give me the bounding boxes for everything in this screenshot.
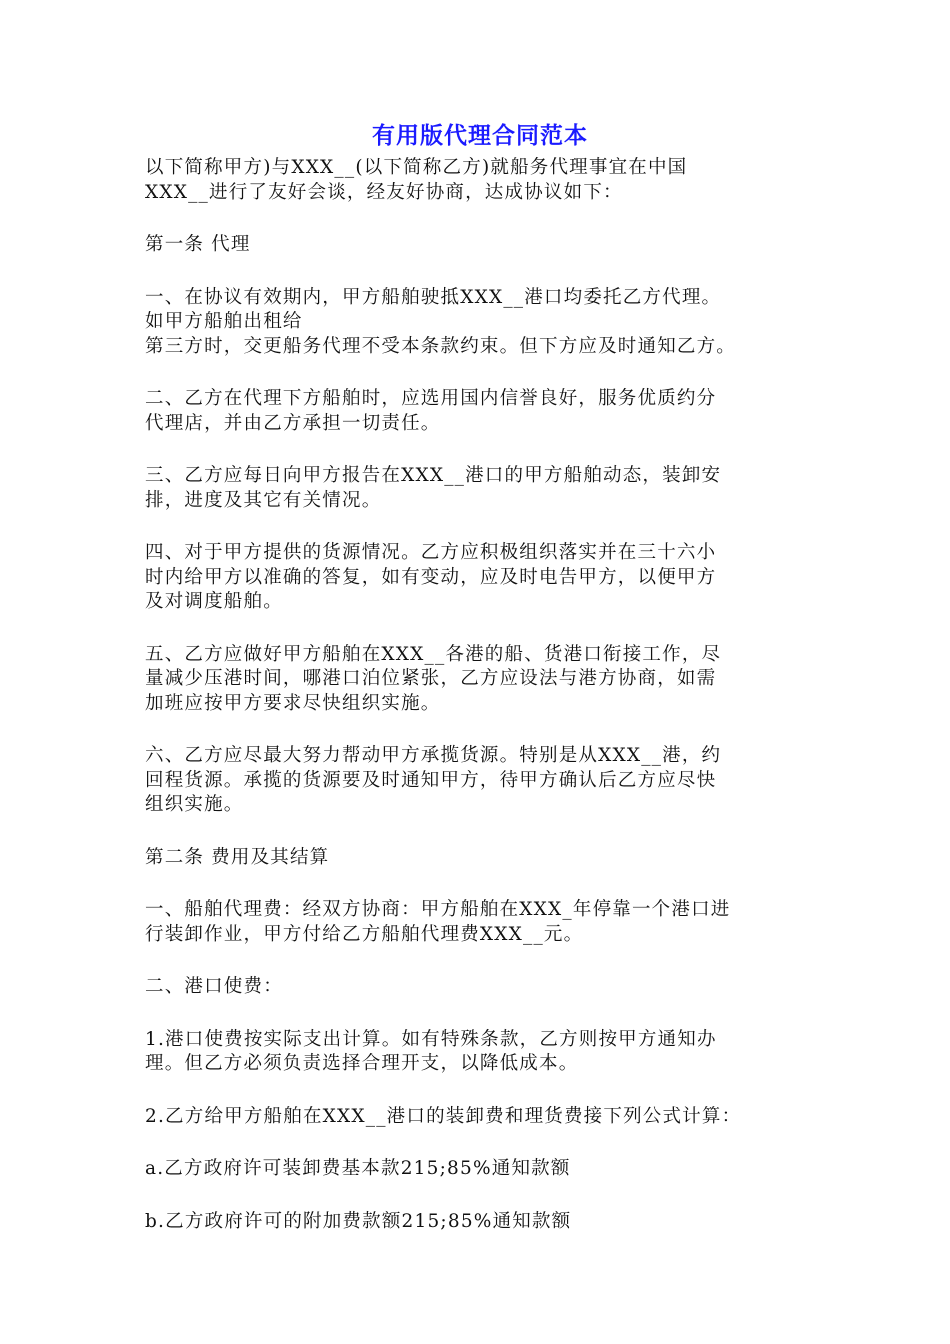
- text-line: 代理店，并由乙方承担一切责任。: [145, 412, 441, 434]
- text-line: 2.乙方给甲方船舶在XXX__港口的装卸费和理货费接下列公式计算：: [145, 1105, 742, 1127]
- text-line: 1.港口使费按实际支出计算。如有特殊条款，乙方则按甲方通知办: [145, 1028, 717, 1050]
- paragraph-formula-a: [145, 1157, 815, 1182]
- paragraph-clause-2: [145, 387, 815, 436]
- text-line: 行装卸作业，甲方付给乙方船舶代理费XXX__元。: [145, 923, 584, 945]
- text-line: 组织实施。: [145, 794, 244, 815]
- paragraph-clause-1: [145, 286, 815, 360]
- text-line: 一、船舶代理费：经双方协商：甲方船舶在XXX_年停靠一个港口进: [145, 899, 731, 920]
- paragraph-clause-6: [145, 744, 815, 818]
- paragraph-port-charges-item-1: [145, 1028, 815, 1077]
- text-line: 五、乙方应做好甲方船舶在XXX__各港的船、货港口衔接工作，尽: [145, 643, 722, 665]
- text-line: 六、乙方应尽最大努力帮动甲方承揽货源。特别是从XXX__港，约: [145, 745, 722, 766]
- paragraph-clause-3: [145, 464, 815, 513]
- text-line: 二、乙方在代理下方船舶时，应选用国内信誉良好，服务优质约分: [145, 388, 717, 409]
- text-line: 第一条 代理: [145, 234, 251, 255]
- text-line: XXX__进行了友好会谈，经友好协商，达成协议如下：: [145, 181, 623, 203]
- text-line: 及对调度船舶。: [145, 591, 283, 612]
- document-title: 有用版代理合同范本: [372, 123, 588, 149]
- text-line: 以下简称甲方)与XXX__(以下简称乙方)就船务代理事宜在中国: [145, 157, 688, 178]
- text-line: 第三方时，交更船务代理不受本条款约束。但下方应及时通知乙方。: [145, 335, 737, 357]
- paragraph-agency-fee: [145, 898, 815, 947]
- text-line: 如甲方船舶出租给: [145, 311, 303, 332]
- paragraph-clause-5: [145, 643, 815, 717]
- paragraph-port-charges-heading: [145, 975, 815, 1000]
- text-line: 一、在协议有效期内，甲方船舶驶抵XXX__港口均委托乙方代理。: [145, 286, 722, 308]
- text-line: 时内给甲方以准确的答复，如有变动，应及时电告甲方，以便甲方: [145, 566, 717, 588]
- text-line: 量减少压港时间，哪港口泊位紧张，乙方应设法与港方协商，如需: [145, 668, 717, 689]
- paragraph-port-charges-item-2: [145, 1105, 815, 1130]
- text-line: b.乙方政府许可的附加费款额215;85%通知款额: [145, 1210, 572, 1232]
- paragraph-clause-4: [145, 541, 815, 615]
- text-line: 排，进度及其它有关情况。: [145, 489, 382, 511]
- section-heading-article-1: [145, 233, 815, 258]
- text-line: 二、港口使费：: [145, 976, 283, 997]
- text-line: a.乙方政府许可装卸费基本款215;85%通知款额: [145, 1158, 571, 1179]
- text-line: 回程货源。承揽的货源要及时通知甲方，待甲方确认后乙方应尽快: [145, 769, 717, 791]
- paragraph-formula-b: [145, 1210, 815, 1235]
- text-line: 加班应按甲方要求尽快组织实施。: [145, 692, 441, 714]
- text-line: 四、对于甲方提供的货源情况。乙方应积极组织落实并在三十六小: [145, 542, 717, 563]
- section-heading-article-2: [145, 846, 815, 871]
- text-line: 三、乙方应每日向甲方报告在XXX__港口的甲方船舶动态，装卸安: [145, 465, 722, 486]
- text-line: 理。但乙方必须负责选择合理开支，以降低成本。: [145, 1053, 579, 1074]
- paragraph-intro: [145, 156, 815, 205]
- text-line: 第二条 费用及其结算: [145, 846, 330, 868]
- document-page: [145, 118, 815, 1262]
